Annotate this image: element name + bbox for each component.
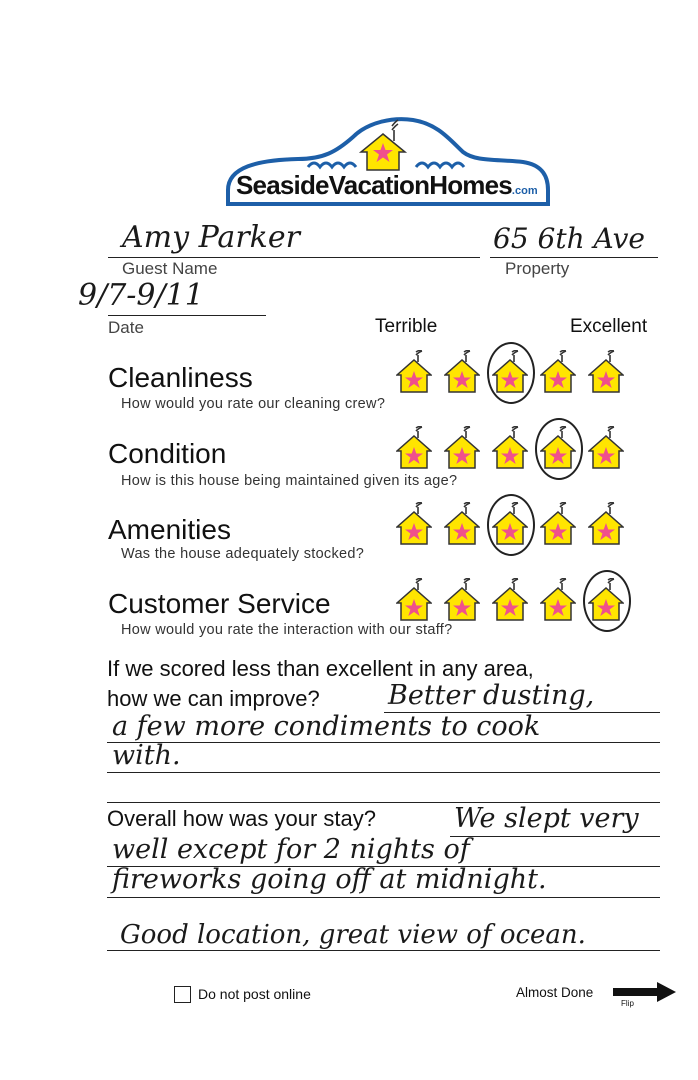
rating-row-condition (396, 418, 636, 482)
guest-name-value: Amy Parker (122, 220, 300, 255)
house-star-icon (396, 578, 432, 622)
overall-answer-line1: We slept very (454, 803, 639, 834)
house-star-icon (396, 350, 432, 394)
rating-house-4[interactable] (540, 502, 576, 546)
rating-house-2[interactable] (444, 350, 480, 394)
overall-answer-line4: Good location, great view of ocean. (120, 920, 586, 950)
overall-line1 (450, 836, 660, 837)
rating-row-cleanliness (396, 342, 636, 406)
property-label: Property (505, 259, 570, 278)
rating-house-1[interactable] (396, 502, 432, 546)
rating-row-customer-service (396, 570, 636, 634)
property-line (490, 257, 658, 258)
house-star-icon (444, 502, 480, 546)
selected-rating-circle (535, 418, 583, 480)
logo-brand-text: SeasideVacationHomes (236, 170, 512, 200)
rating-title: Cleanliness (108, 362, 253, 393)
rating-question: How would you rate our cleaning crew? (121, 396, 386, 412)
house-star-icon (540, 502, 576, 546)
selected-rating-circle (583, 570, 631, 632)
house-star-icon (540, 578, 576, 622)
date-line (108, 315, 266, 316)
do-not-post-label: Do not post online (198, 986, 311, 1002)
logo-brand-suffix: .com (511, 185, 538, 197)
rating-title: Amenities (108, 514, 231, 545)
property-value: 65 6th Ave (493, 222, 646, 255)
scale-low-label: Terrible (375, 316, 438, 337)
rating-house-2[interactable] (444, 426, 480, 470)
flip-label: Flip (621, 999, 634, 1008)
rating-house-5[interactable] (588, 350, 624, 394)
rating-house-4[interactable] (540, 578, 576, 622)
improve-question-line1: If we scored less than excellent in any area, (107, 656, 534, 681)
overall-answer-line2: well except for 2 nights of (112, 834, 470, 865)
overall-line4 (107, 950, 660, 951)
improve-answer-line2: a few more condiments to cook (112, 711, 541, 742)
rating-house-1[interactable] (396, 350, 432, 394)
rating-house-5[interactable] (588, 502, 624, 546)
selected-rating-circle (487, 342, 535, 404)
rating-house-1[interactable] (396, 578, 432, 622)
date-label: Date (108, 318, 144, 337)
house-star-icon (588, 502, 624, 546)
house-star-icon (444, 350, 480, 394)
house-star-icon (588, 426, 624, 470)
rating-house-2[interactable] (444, 502, 480, 546)
house-star-icon (492, 578, 528, 622)
house-star-icon (396, 502, 432, 546)
rating-title: Customer Service (108, 588, 331, 619)
house-star-icon (540, 350, 576, 394)
house-star-icon (444, 426, 480, 470)
guest-name-label: Guest Name (122, 259, 218, 278)
improve-line3 (107, 772, 660, 773)
improve-line2 (107, 742, 660, 743)
improve-question-line2: how we can improve? (107, 686, 320, 711)
rating-house-3[interactable] (492, 578, 528, 622)
date-value: 9/7-9/11 (78, 278, 204, 313)
house-star-icon (492, 426, 528, 470)
rating-question: Was the house adequately stocked? (121, 546, 365, 562)
scale-high-label: Excellent (570, 316, 648, 337)
overall-line3 (107, 897, 660, 898)
rating-house-2[interactable] (444, 578, 480, 622)
rating-row-amenities (396, 494, 636, 558)
rating-question: How is this house being maintained given its age? (121, 473, 458, 489)
overall-question: Overall how was your stay? (107, 806, 376, 831)
house-star-icon (588, 350, 624, 394)
rating-question: How would you rate the interaction with our staff? (121, 622, 453, 638)
rating-house-1[interactable] (396, 426, 432, 470)
house-star-icon (444, 578, 480, 622)
almost-done-label: Almost Done (516, 985, 594, 1000)
rating-house-4[interactable] (540, 350, 576, 394)
improve-answer-line1: Better dusting, (388, 680, 595, 711)
improve-answer-line3: with. (112, 740, 181, 771)
rating-house-5[interactable] (588, 426, 624, 470)
rating-house-3[interactable] (492, 426, 528, 470)
selected-rating-circle (487, 494, 535, 556)
do-not-post-checkbox[interactable] (174, 986, 191, 1003)
overall-answer-line3: fireworks going off at midnight. (112, 864, 547, 895)
logo (218, 112, 558, 210)
house-star-icon (396, 426, 432, 470)
guest-name-line (108, 257, 480, 258)
rating-title: Condition (108, 438, 227, 469)
